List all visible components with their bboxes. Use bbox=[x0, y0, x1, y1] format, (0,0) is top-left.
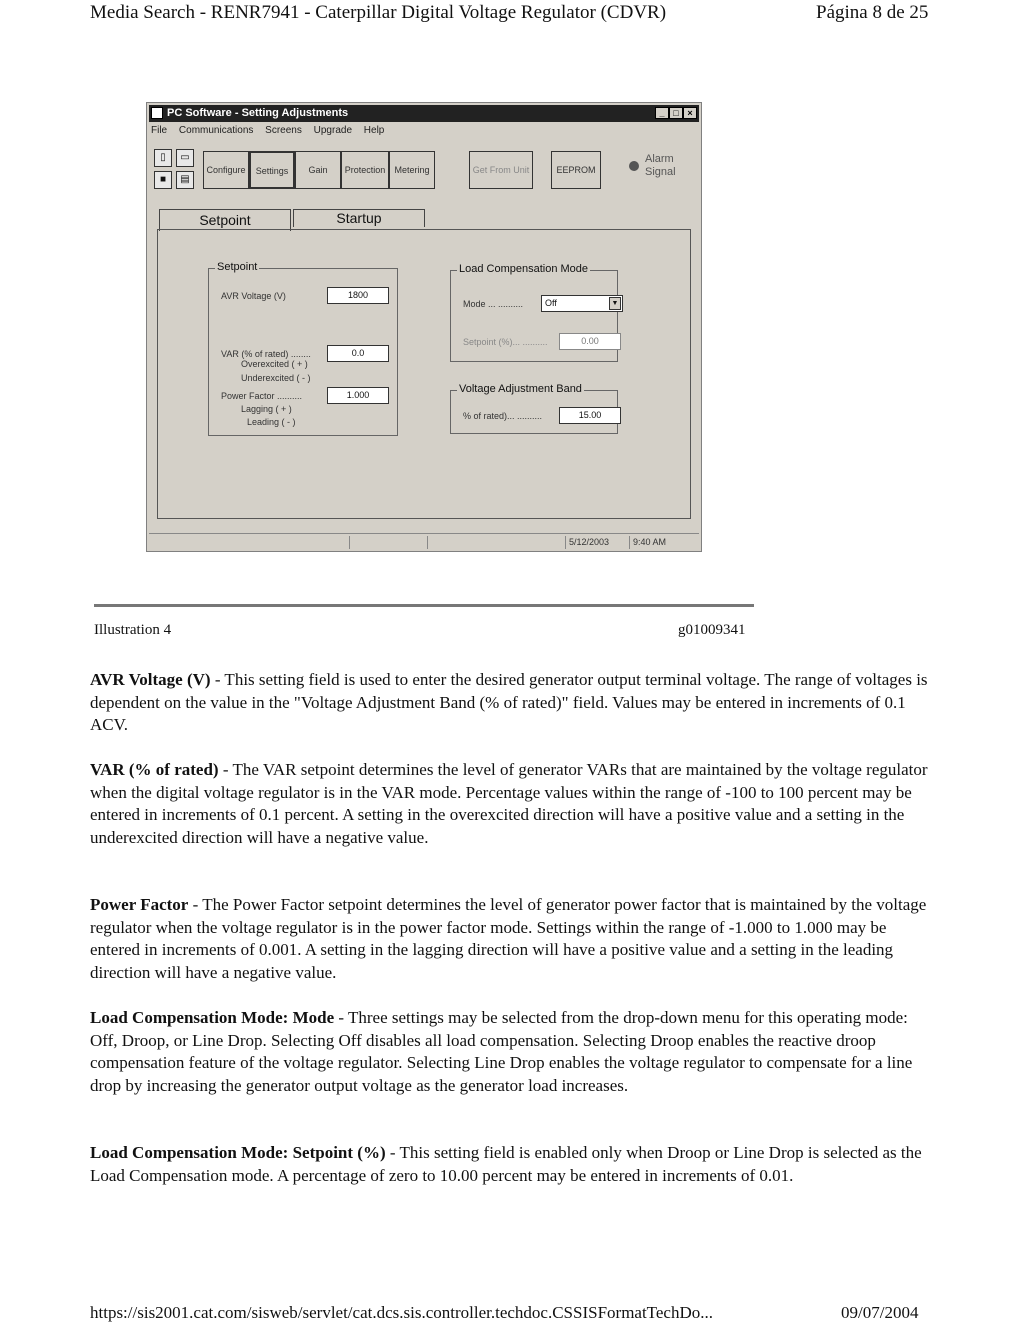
text-load-comp-setpoint: - This setting field is enabled only when Droop or Line Drop is selected as the Load Compensation mode. A percentage of zero to 10.00 percent may be entered in increments of 0.01. bbox=[90, 1143, 922, 1185]
window-title: PC Software - Setting Adjustments bbox=[167, 107, 349, 119]
maximize-icon[interactable]: □ bbox=[669, 107, 683, 119]
close-icon[interactable]: × bbox=[683, 107, 697, 119]
new-file-icon[interactable]: ▯ bbox=[154, 149, 172, 167]
status-date: 5/12/2003 bbox=[565, 536, 625, 549]
alarm-signal-label: Alarm Signal bbox=[645, 153, 676, 178]
paragraph-load-comp-mode bbox=[90, 1007, 935, 1097]
caption-rule bbox=[94, 604, 754, 607]
mode-select[interactable] bbox=[541, 295, 623, 312]
menu-bar bbox=[151, 125, 393, 141]
menu-item-upgrade[interactable]: Upgrade bbox=[313, 125, 352, 136]
term-avr-voltage: AVR Voltage (V) bbox=[90, 670, 211, 689]
term-var: VAR (% of rated) bbox=[90, 760, 219, 779]
settings-button[interactable]: Settings bbox=[249, 151, 295, 189]
setpoint-panel bbox=[157, 229, 691, 519]
var-input[interactable]: 0.0 bbox=[327, 345, 389, 362]
term-load-comp-setpoint: Load Compensation Mode: Setpoint (%) bbox=[90, 1143, 386, 1162]
mode-select-value: Off bbox=[545, 298, 557, 308]
tab-setpoint[interactable]: Setpoint bbox=[159, 209, 291, 231]
footer-url: https://sis2001.cat.com/sisweb/servlet/cat.dcs.sis.controller.techdoc.CSSISFormatTechDo... bbox=[90, 1303, 713, 1322]
illustration-id: g01009341 bbox=[678, 622, 746, 638]
paragraph-power-factor bbox=[90, 894, 935, 984]
alarm-led-icon bbox=[629, 161, 639, 171]
menu-item-communications[interactable]: Communications bbox=[178, 125, 254, 136]
menu-item-file[interactable]: File bbox=[151, 125, 168, 136]
term-load-comp-mode: Load Compensation Mode: Mode bbox=[90, 1008, 335, 1027]
gain-button[interactable]: Gain bbox=[295, 151, 341, 189]
text-var: - The VAR setpoint determines the level of generator VARs that are maintained by the voltage regulator when the digital voltage regulator is in the VAR mode. Percentage values within the range of -100 to 100 percent may be entered in increments of 0.1 percent. A setting in the overexcited direction will have a positive value and a setting in the underexcited direction will have a negative value. bbox=[90, 760, 928, 847]
minimize-icon[interactable]: _ bbox=[655, 107, 669, 119]
text-avr-voltage: - This setting field is used to enter the desired generator output terminal voltage. The range of voltages is dependent on the value in the "Voltage Adjustment Band (% of rated)" field. Values may be entered in increments of 0.1 ACV. bbox=[90, 670, 928, 734]
voltage-adjustment-band-title: Voltage Adjustment Band bbox=[459, 383, 582, 395]
overexcited-label: Overexcited ( + ) bbox=[241, 359, 308, 369]
eeprom-button[interactable]: EEPROM bbox=[551, 151, 601, 189]
status-cell bbox=[349, 536, 423, 549]
page-header-title: Media Search - RENR7941 - Caterpillar Digital Voltage Regulator (CDVR) bbox=[90, 2, 667, 23]
open-file-icon[interactable]: ▭ bbox=[176, 149, 194, 167]
voltage-adjustment-band-group bbox=[450, 383, 618, 434]
page-header-pagenum: Página 8 de 25 bbox=[816, 2, 929, 23]
setpoint-group bbox=[208, 261, 398, 436]
setpoint-group-title: Setpoint bbox=[217, 261, 258, 273]
get-from-unit-button[interactable]: Get From Unit bbox=[469, 151, 533, 189]
term-power-factor: Power Factor bbox=[90, 895, 189, 914]
app-icon bbox=[151, 107, 163, 119]
text-load-comp-mode: - Three settings may be selected from the drop-down menu for this operating mode: Off, Droop, or Line Drop. Selecting Off disables all load compensation. Selecting Droop enables the reactive droop compensation feature of the voltage regulator. Selecting Line Drop enables the voltage regulator to compensate for a line drop by increasing the generator output voltage as the generator load increases. bbox=[90, 1008, 913, 1095]
chevron-down-icon[interactable]: ▼ bbox=[609, 297, 621, 310]
tab-startup[interactable]: Startup bbox=[293, 209, 425, 227]
var-label: VAR (% of rated) ........ bbox=[221, 349, 311, 359]
load-comp-setpoint-input[interactable]: 0.00 bbox=[559, 333, 621, 350]
status-time: 9:40 AM bbox=[629, 536, 683, 549]
power-factor-label: Power Factor .......... bbox=[221, 391, 303, 401]
software-window bbox=[146, 102, 702, 552]
mode-label: Mode ... .......... bbox=[463, 299, 524, 309]
load-compensation-group bbox=[450, 263, 619, 362]
window-titlebar bbox=[149, 105, 699, 122]
metering-button[interactable]: Metering bbox=[389, 151, 435, 189]
lagging-label: Lagging ( + ) bbox=[241, 404, 292, 414]
status-bar bbox=[149, 533, 699, 550]
menu-item-help[interactable]: Help bbox=[363, 125, 385, 136]
vab-input[interactable]: 15.00 bbox=[559, 407, 621, 424]
paragraph-var bbox=[90, 759, 935, 849]
load-comp-setpoint-label: Setpoint (%)... .......... bbox=[463, 337, 548, 347]
power-factor-input[interactable]: 1.000 bbox=[327, 387, 389, 404]
underexcited-label: Underexcited ( - ) bbox=[241, 373, 311, 383]
avr-voltage-label: AVR Voltage (V) bbox=[221, 291, 286, 301]
paragraph-avr-voltage bbox=[90, 669, 935, 737]
paragraph-load-comp-setpoint bbox=[90, 1142, 935, 1187]
configure-button[interactable]: Configure bbox=[203, 151, 249, 189]
status-cell bbox=[427, 536, 491, 549]
leading-label: Leading ( - ) bbox=[247, 417, 296, 427]
protection-button[interactable]: Protection bbox=[341, 151, 389, 189]
avr-voltage-input[interactable]: 1800 bbox=[327, 287, 389, 304]
vab-label: % of rated)... .......... bbox=[463, 411, 543, 421]
save-icon[interactable]: ■ bbox=[154, 171, 172, 189]
text-power-factor: - The Power Factor setpoint determines the level of generator power factor that is maintained by the voltage regulator when the voltage regulator is in the power factor mode. Settings within the range of -1.000 to 1.000 may be entered in increments of 0.001. A setting in the lagging direction will have a positive value and a setting in the leading direction will have a negative value. bbox=[90, 895, 927, 982]
print-icon[interactable]: ▤ bbox=[176, 171, 194, 189]
footer-date: 09/07/2004 bbox=[841, 1303, 919, 1322]
menu-item-screens[interactable]: Screens bbox=[265, 125, 302, 136]
load-compensation-title: Load Compensation Mode bbox=[459, 263, 589, 275]
illustration-caption: Illustration 4 bbox=[94, 622, 172, 638]
